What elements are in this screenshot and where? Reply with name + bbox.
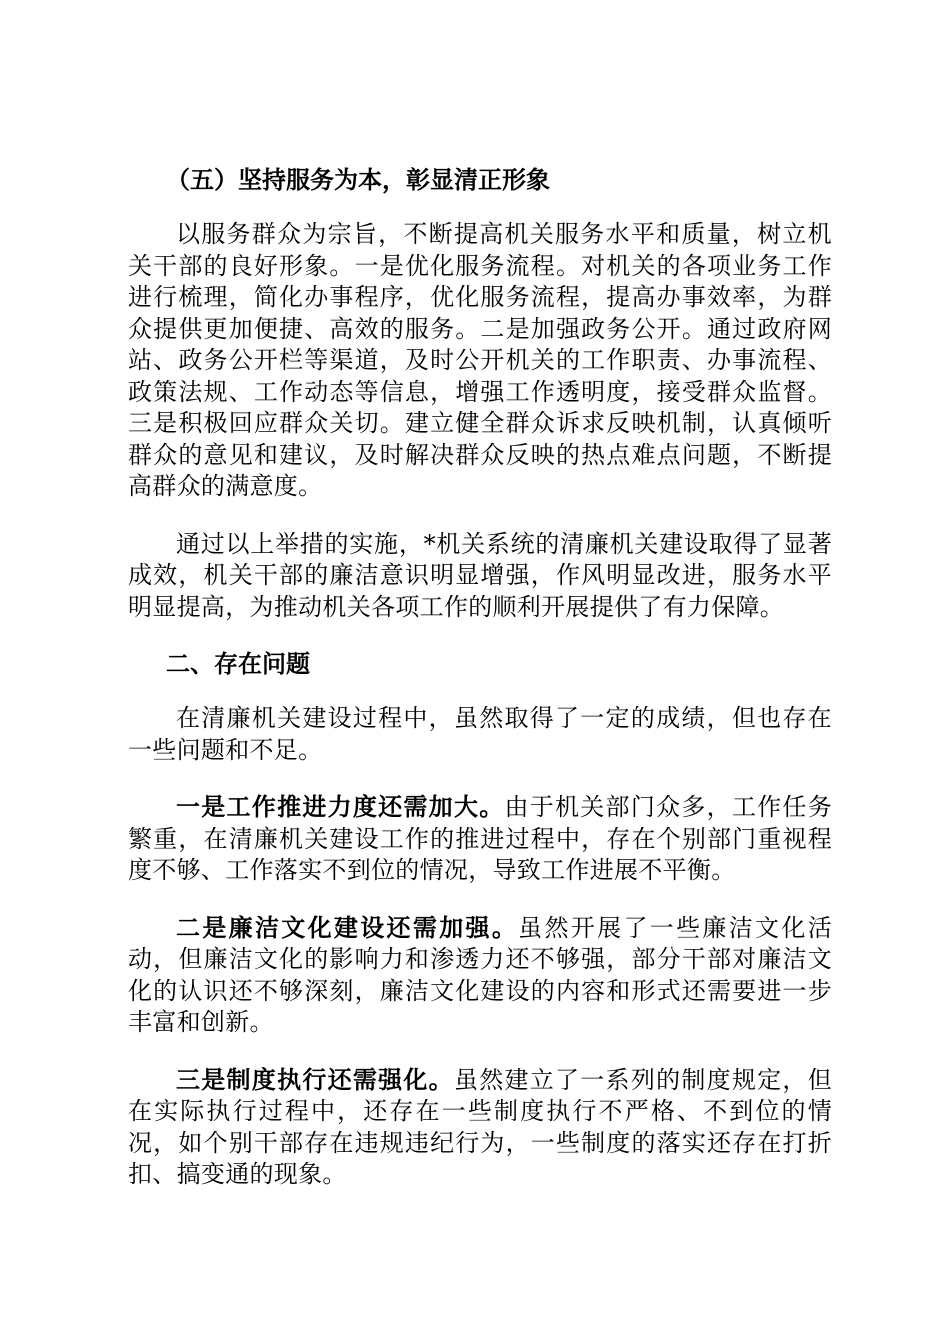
problem-paragraph-3 (128, 1065, 832, 1191)
problem-lead-2: 二是廉洁文化建设还需加强。 (176, 913, 519, 942)
section-two-intro-paragraph: 在清廉机关建设过程中，虽然取得了一定的成绩，但也存在一些问题和不足。 (128, 704, 832, 764)
problem-lead-1: 一是工作推进力度还需加大。 (176, 793, 505, 821)
problem-text-2: 虽然开展了一些廉洁文化活动，但廉洁文化的影响力和渗透力还不够强，部分干部对廉洁文化的认识还不够深刻，廉洁文化建设的内容和形式还需要进一步丰富和创新。 (128, 913, 832, 1036)
section-two-heading: 二、存在问题 (166, 650, 310, 678)
problem-paragraph-2 (128, 913, 832, 1039)
problem-text-3: 虽然建立了一系列的制度规定，但在实际执行过程中，还存在一些制度执行不严格、不到位的情况，如个别干部存在违规违纪行为，一些制度的落实还存在打折扣、搞变通的现象。 (128, 1065, 832, 1188)
section-five-paragraph: 以服务群众为宗旨，不断提高机关服务水平和质量，树立机关干部的良好形象。一是优化服务流程。对机关的各项业务工作进行梳理，简化办事程序，优化服务流程，提高办事效率，为群众提供更加便捷、高效的服务。二是加强政务公开。通过政府网站、政务公开栏等渠道，及时公开机关的工作职责、办事流程、政策法规、工作动态等信息，增强工作透明度，接受群众监督。三是积极回应群众关切。建立健全群众诉求反映机制，认真倾听群众的意见和建议，及时解决群众反映的热点难点问题，不断提高群众的满意度。 (128, 220, 832, 500)
problem-lead-3: 三是制度执行还需强化。 (176, 1065, 454, 1094)
summary-paragraph: 通过以上举措的实施，*机关系统的清廉机关建设取得了显著成效，机关干部的廉洁意识明显增强，作风明显改进，服务水平明显提高，为推动机关各项工作的顺利开展提供了有力保障。 (128, 529, 832, 621)
section-five-heading: （五）坚持服务为本，彰显清正形象 (166, 166, 550, 194)
document-page (128, 165, 832, 1191)
problem-text-1: 由于机关部门众多，工作任务繁重，在清廉机关建设工作的推进过程中，存在个别部门重视程度不够、工作落实不到位的情况，导致工作进展不平衡。 (128, 793, 832, 884)
problem-paragraph-1 (128, 792, 832, 887)
